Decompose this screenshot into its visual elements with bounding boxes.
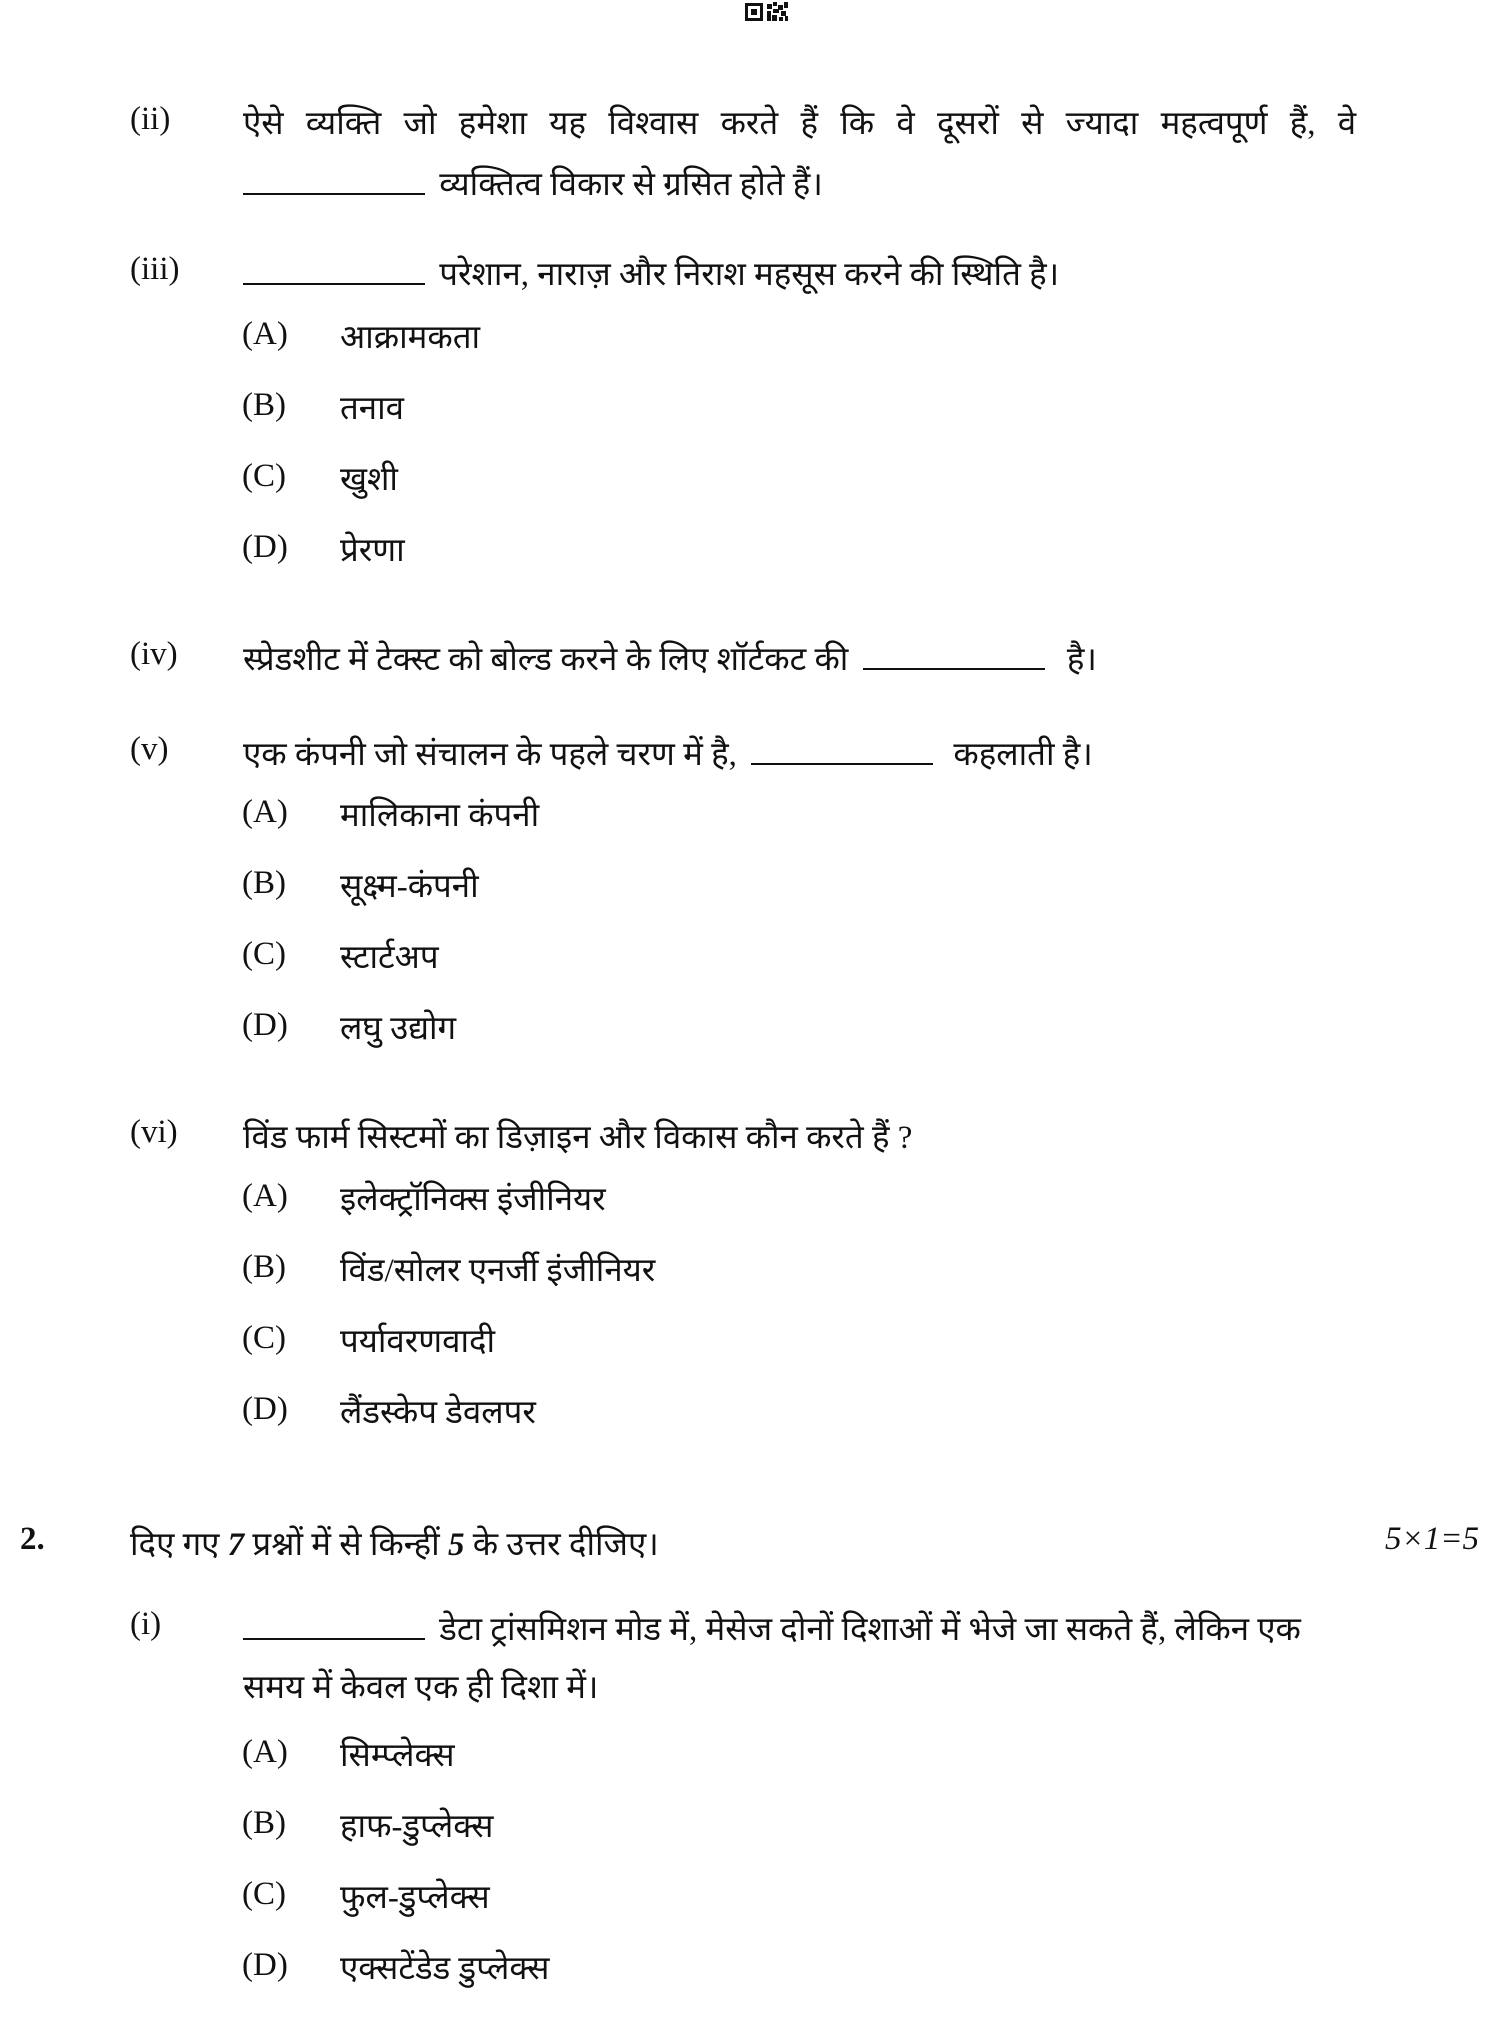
option-text: प्रेरणा xyxy=(340,533,405,569)
question-text-body: एक कंपनी जो संचालन के पहले चरण में है, xyxy=(243,737,737,773)
instruction-text: के उत्तर दीजिए। xyxy=(472,1527,659,1563)
option-text: सूक्ष्म-कंपनी xyxy=(340,869,479,905)
marks-label: 5×1=5 xyxy=(1384,1521,1479,1557)
option-letter: (D) xyxy=(242,1947,288,1983)
option-text: विंड/सोलर एनर्जी इंजीनियर xyxy=(340,1253,656,1289)
option-text: खुशी xyxy=(340,462,398,498)
answer-blank[interactable] xyxy=(751,762,933,765)
option-letter: (C) xyxy=(242,458,286,494)
question-label: (ii) xyxy=(130,101,171,137)
question-text-body: स्प्रेडशीट में टेक्स्ट को बोल्ड करने के लिए शॉर्टकट की xyxy=(243,642,849,678)
option-text: सिम्प्लेक्स xyxy=(340,1738,455,1774)
option-letter: (A) xyxy=(242,1734,288,1770)
instruction-text: दिए गए xyxy=(130,1527,220,1563)
option-letter: (A) xyxy=(242,316,288,352)
question-text xyxy=(243,245,1059,305)
question-text-line1 xyxy=(243,1600,1301,1660)
option-text: आक्रामकता xyxy=(340,320,481,356)
option-text: एक्सटेंडेड डुप्लेक्स xyxy=(340,1951,550,1987)
question-text-end: है। xyxy=(1066,642,1097,678)
option-letter: (B) xyxy=(242,1805,286,1841)
answer-blank[interactable] xyxy=(243,282,425,285)
answer-blank[interactable] xyxy=(243,1637,425,1640)
option-text: तनाव xyxy=(340,391,405,427)
instruction-count-required: 5 xyxy=(447,1527,465,1563)
question-number: 2. xyxy=(20,1521,45,1557)
option-letter: (C) xyxy=(242,1876,286,1912)
option-letter: (A) xyxy=(242,794,288,830)
question-text-line1: ऐसे व्यक्ति जो हमेशा यह विश्वास करते हैं कि वे दूसरों से ज्यादा महत्वपूर्ण हैं, वे xyxy=(243,106,1357,142)
option-text: हाफ-डुप्लेक्स xyxy=(340,1809,494,1845)
answer-blank[interactable] xyxy=(863,667,1045,670)
option-text: इलेक्ट्रॉनिक्स इंजीनियर xyxy=(340,1182,606,1218)
option-letter: (D) xyxy=(242,1391,288,1427)
section-instruction xyxy=(130,1515,659,1575)
question-text: व्यक्तित्व विकार से ग्रसित होते हैं। xyxy=(439,167,823,203)
question-text xyxy=(243,725,1093,785)
question-text xyxy=(243,630,1097,690)
answer-blank[interactable] xyxy=(243,192,425,195)
option-letter: (C) xyxy=(242,1320,286,1356)
option-letter: (B) xyxy=(242,1249,286,1285)
instruction-count-total: 7 xyxy=(227,1527,245,1563)
question-text-line2: समय में केवल एक ही दिशा में। xyxy=(243,1670,599,1706)
option-letter: (B) xyxy=(242,865,286,901)
option-text: फुल-डुप्लेक्स xyxy=(340,1880,490,1916)
question-text-body: परेशान, नाराज़ और निराश महसूस करने की स्थिति है। xyxy=(439,257,1060,293)
question-text-line2 xyxy=(243,155,823,215)
option-letter: (A) xyxy=(242,1178,288,1214)
question-text: विंड फार्म सिस्टमों का डिज़ाइन और विकास कौन करते हैं ? xyxy=(243,1120,913,1156)
option-letter: (B) xyxy=(242,387,286,423)
option-text: मालिकाना कंपनी xyxy=(340,798,540,834)
question-text-body: डेटा ट्रांसमिशन मोड में, मेसेज दोनों दिशाओं में भेजे जा सकते हैं, लेकिन एक xyxy=(439,1612,1301,1648)
question-label: (vi) xyxy=(130,1114,178,1150)
option-letter: (C) xyxy=(242,936,286,972)
option-letter: (D) xyxy=(242,1007,288,1043)
question-label: (iii) xyxy=(130,251,180,287)
option-letter: (D) xyxy=(242,529,288,565)
instruction-text: प्रश्नों में से किन्हीं xyxy=(252,1527,440,1563)
question-label: (v) xyxy=(130,731,169,767)
option-text: लैंडस्केप डेवलपर xyxy=(340,1395,536,1431)
question-label: (iv) xyxy=(130,636,178,672)
option-text: पर्यावरणवादी xyxy=(340,1324,496,1360)
option-text: स्टार्टअप xyxy=(340,940,439,976)
qr-code-icon xyxy=(745,2,803,24)
question-text-end: कहलाती है। xyxy=(953,737,1093,773)
option-text: लघु उद्योग xyxy=(340,1011,457,1047)
question-label: (i) xyxy=(130,1606,162,1642)
